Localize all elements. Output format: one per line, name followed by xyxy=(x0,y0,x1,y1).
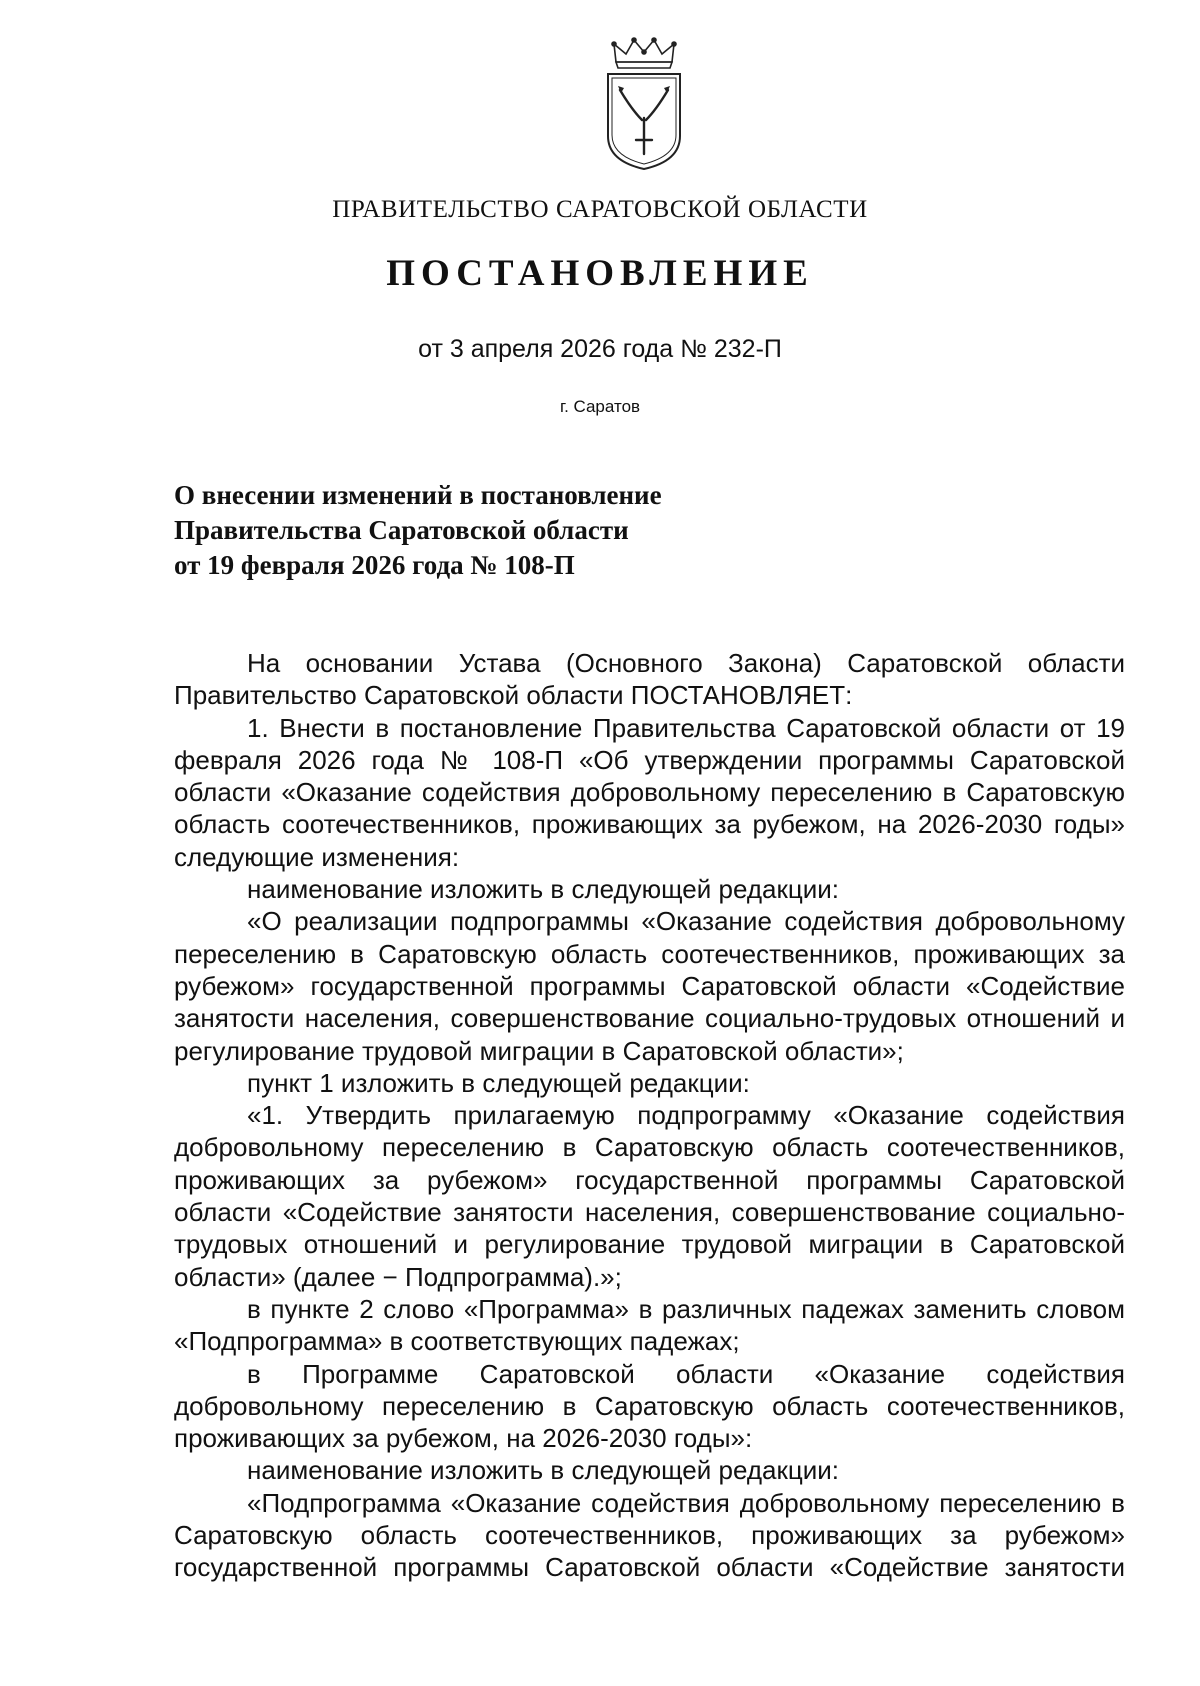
body-paragraph: в пункте 2 слово «Программа» в различных падежах заменить словом «Подпрограмма» в соответствующих падежах; xyxy=(174,1293,1125,1357)
body-paragraph: 1. Внести в постановление Правительства Саратовской области от 19 февраля 2026 года № 108-П «Об утверждении программы Саратовской области «Оказание содействия добровольному переселению в Саратовскую область соотечественников, проживающих за рубежом, на 2026-2030 годы» следующие изменения: xyxy=(174,712,1125,872)
subject-line: Правительства Саратовской области xyxy=(174,515,629,545)
document-number-date: от 3 апреля 2026 года № 232-П xyxy=(418,335,782,363)
body-paragraph: «О реализации подпрограммы «Оказание содействия добровольному переселению в Саратовскую область соотечественников, проживающих за рубежом» государственной программы Саратовской области «Содействие занятости населения, совершенствование социально-трудовых отношений и регулирование трудовой миграции в Саратовской области»; xyxy=(174,906,1125,1066)
document-subject xyxy=(174,478,662,583)
body-paragraph: пункт 1 изложить в следующей редакции: xyxy=(247,1067,750,1098)
document-body xyxy=(174,647,1125,1584)
body-paragraph: «Подпрограмма «Оказание содействия добровольному переселению в Саратовскую область соотечественников, проживающих за рубежом» государственной программы Саратовской области «Содействие занятости xyxy=(174,1487,1125,1583)
body-paragraph: наименование изложить в следующей редакции: xyxy=(247,1455,840,1486)
body-paragraph: «1. Утвердить прилагаемую подпрограмму «Оказание содействия добровольному переселению в Саратовскую область соотечественников, проживающих за рубежом» государственной программы Саратовской области «Содействие занятости населения, совершенствование социально-трудовых отношений и регулирование трудовой миграции в Саратовской области» (далее − Подпрограмма).»; xyxy=(174,1100,1125,1292)
body-paragraph: в Программе Саратовской области «Оказание содействия добровольному переселению в Саратовскую область соотечественников, проживающих за рубежом, на 2026-2030 годы»: xyxy=(174,1358,1125,1454)
organization-title: ПРАВИТЕЛЬСТВО САРАТОВСКОЙ ОБЛАСТИ xyxy=(332,196,868,223)
document-type-heading: ПОСТАНОВЛЕНИЕ xyxy=(386,253,814,294)
document-city: г. Саратов xyxy=(559,397,641,416)
body-paragraph: На основании Устава (Основного Закона) Саратовской области Правительство Саратовской области ПОСТАНОВЛЯЕТ: xyxy=(174,648,1125,711)
coat-of-arms-icon xyxy=(594,36,694,171)
subject-line: от 19 февраля 2026 года № 108-П xyxy=(174,550,575,580)
subject-line: О внесении изменений в постановление xyxy=(174,480,662,510)
body-paragraph: наименование изложить в следующей редакции: xyxy=(247,874,840,905)
